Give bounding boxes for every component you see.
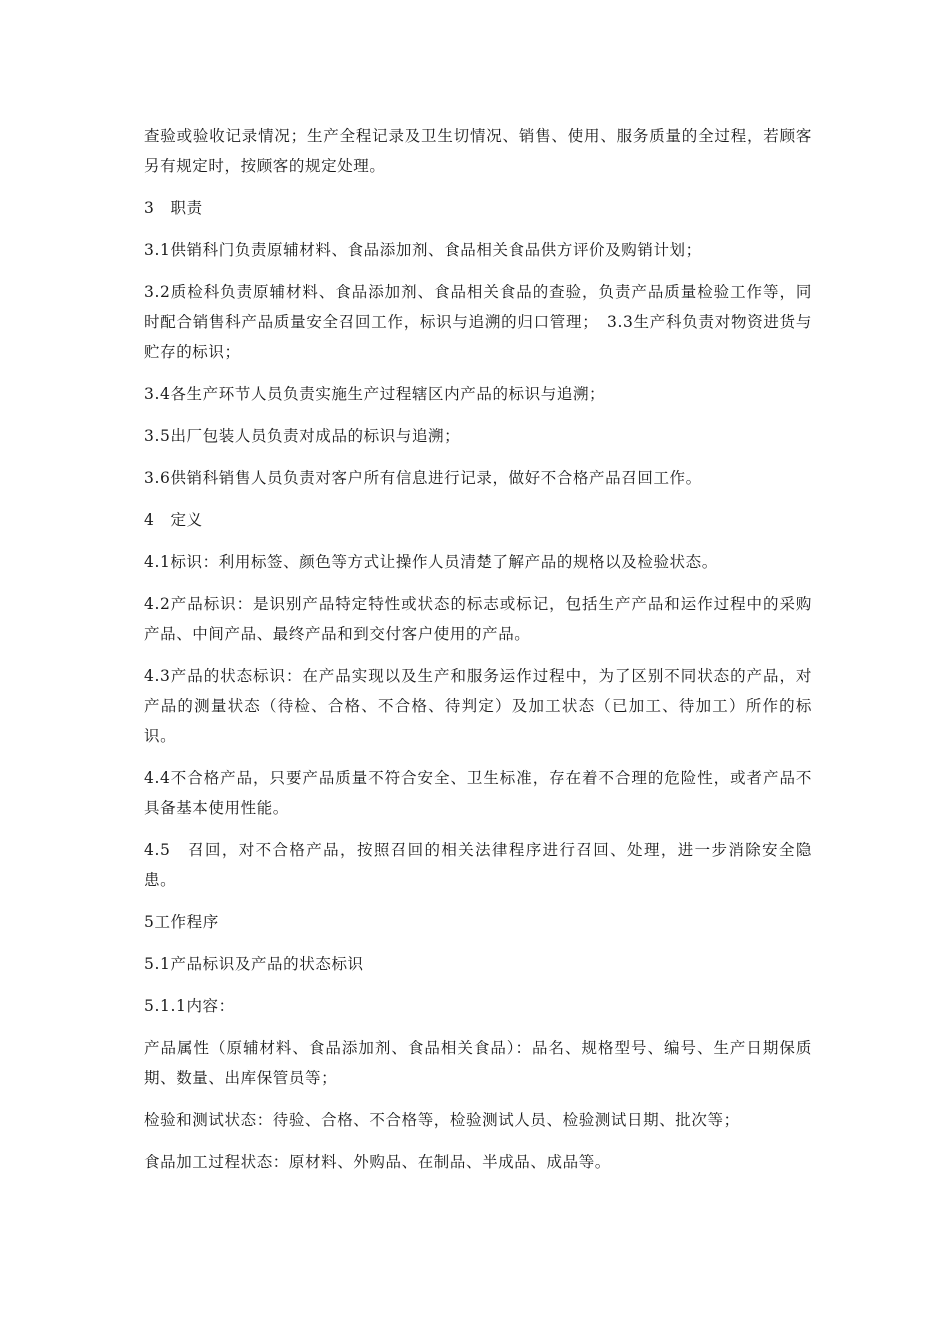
paragraph-3-2: 3.2质检科负责原辅材料、食品添加剂、食品相关食品的查验，负责产品质量检验工作等，同时配合销售科产品质量安全召回工作，标识与追溯的归口管理； 3.3生产科负责对物资进货与贮存的标识；: [144, 283, 812, 361]
paragraph-processing-status: 食品加工过程状态：原材料、外购品、在制品、半成品、成品等。: [144, 1153, 611, 1171]
paragraph-4-3: 4.3产品的状态标识：在产品实现以及生产和服务运作过程中，为了区别不同状态的产品，对产品的测量状态（待检、合格、不合格、待判定）及加工状态（已加工、待加工）所作的标识。: [144, 667, 812, 745]
paragraph-4-2: 4.2产品标识：是识别产品特定特性或状态的标志或标记，包括生产产品和运作过程中的采购产品、中间产品、最终产品和到交付客户使用的产品。: [144, 595, 812, 643]
paragraph-3-4: 3.4各生产环节人员负责实施生产过程辖区内产品的标识与追溯；: [144, 385, 606, 403]
section-heading-5: 5工作程序: [144, 913, 219, 931]
section-heading-3: 3 职责: [144, 199, 203, 217]
paragraph-3-6: 3.6供销科销售人员负责对客户所有信息进行记录，做好不合格产品召回工作。: [144, 469, 702, 487]
paragraph-product-attributes: 产品属性（原辅材料、食品添加剂、食品相关食品）：品名、规格型号、编号、生产日期保质期、数量、出库保管员等；: [144, 1039, 812, 1087]
paragraph-intro: 查验或验收记录情况；生产全程记录及卫生切情况、销售、使用、服务质量的全过程，若顾客另有规定时，按顾客的规定处理。: [144, 127, 812, 175]
paragraph-4-4: 4.4不合格产品，只要产品质量不符合安全、卫生标准，存在着不合理的危险性，或者产品不具备基本使用性能。: [144, 769, 812, 817]
paragraph-3-5: 3.5出厂包装人员负责对成品的标识与追溯；: [144, 427, 461, 445]
paragraph-4-1: 4.1标识：利用标签、颜色等方式让操作人员清楚了解产品的规格以及检验状态。: [144, 553, 718, 571]
document-body: [144, 121, 812, 1189]
subsection-heading-5-1: 5.1产品标识及产品的状态标识: [144, 955, 364, 973]
paragraph-3-1: 3.1供销科门负责原辅材料、食品添加剂、食品相关食品供方评价及购销计划；: [144, 241, 702, 259]
section-heading-4: 4 定义: [144, 511, 203, 529]
subsection-heading-5-1-1: 5.1.1内容：: [144, 997, 235, 1015]
paragraph-inspection-status: 检验和测试状态：待验、合格、不合格等，检验测试人员、检验测试日期、批次等；: [144, 1111, 740, 1129]
paragraph-4-5: 4.5 召回，对不合格产品，按照召回的相关法律程序进行召回、处理，进一步消除安全隐患。: [144, 841, 812, 889]
